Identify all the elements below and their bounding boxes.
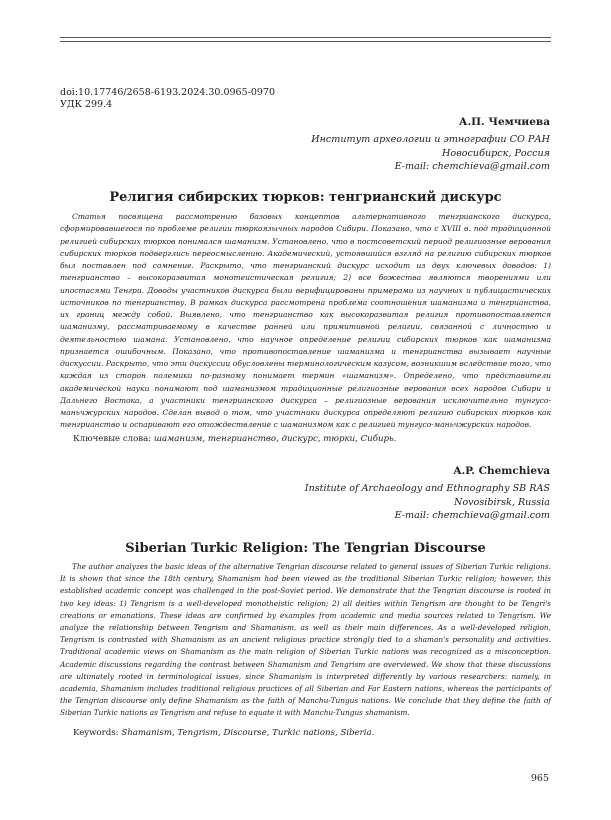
title-en: Siberian Turkic Religion: The Tengrian Discourse bbox=[125, 541, 486, 556]
author-ru: А.П. Чемчиева bbox=[458, 116, 550, 128]
keywords-label-en: Keywords: bbox=[73, 728, 119, 738]
author-en: A.P. Chemchieva bbox=[453, 465, 550, 477]
header-rule-top bbox=[60, 37, 551, 38]
doi-line: doi:10.17746/2658-6193.2024.30.0965-0970 bbox=[60, 87, 276, 98]
email-ru: E-mail: chemchieva@gmail.com bbox=[394, 161, 550, 172]
institute-en: Institute of Archaeology and Ethnography SB RAS bbox=[304, 483, 550, 494]
keywords-text-ru: шаманизм, тенгрианство, дискурс, тюрки, Сибирь. bbox=[153, 434, 397, 444]
page-number: 965 bbox=[530, 773, 549, 784]
keywords-label-ru: Ключевые слова: bbox=[73, 434, 152, 444]
city-en: Novosibirsk, Russia bbox=[453, 496, 550, 508]
city-ru: Новосибирск, Россия bbox=[442, 147, 550, 159]
header-rule-bottom bbox=[60, 41, 551, 42]
keywords-text-en: Shamanism, Tengrism, Discourse, Turkic nations, Siberia. bbox=[121, 728, 375, 738]
title-ru: Религия сибирских тюрков: тенгрианский дискурс bbox=[109, 190, 502, 205]
affiliation-en bbox=[305, 482, 550, 523]
email-en: E-mail: chemchieva@gmail.com bbox=[394, 510, 550, 521]
institute-ru: Институт археологии и этнографии СО РАН bbox=[311, 134, 550, 145]
abstract-ru: Статья посвящена рассмотрению базовых концептов альтернативного тенгрианского дискурса, сформировавшегося по проблеме религии тюркоязычных народов Сибири. Показано, что с XVIII в. под традиционной религией сибирских тюрков понимался шаманизм. Установлено, что в постсоветский период религиозные верования сибирских тюрков подверглись переосмыслению. Академический, устоявшийся взгляд на религию сибирских тюрков был поставлен под сомнение. Раскрыто, что тенгрианский дискурс исходит из двух ключевых доводов: 1) тенгрианство – высокоразвитая монотеистическая религия; 2) все божества являются творениями или ипостасями Тенгри. Доводы участников дискурса были верифицированы примерами из научных и публицистических источников по тенгрианству. В рамках дискурса рассмотрена проблема соотношения шаманизма и тенгрианства, их границ между собой. Выявлено, что тенгрианство как высокоразвитая религия противопоставляется шаманизму, рассматриваемому в качестве ранней или примитивной религии, связанной с личностью и деятельностью шамана. Установлено, что научное определение религии сибирских тюрков как шаманизма признается ошибочным. Показано, что противопоставление шаманизма и тенгрианства вызывает научные дискуссии. Раскрыто, что эти дискуссии обусловлены терминологическим казусом, возникшим вследствие того, что каждая из сторон полемики по-разному понимает термин «шаманизм». Определено, что представители академической науки понимают под шаманизмом традиционные религиозные верования всех народов Сибири и Дальнего Востока, а участники тенгрианского дискурса – религиозные верования исключительно тунгусо-маньчжурских народов. Сделан вывод о том, что участники дискурса определяют религию сибирских тюрков как тенгрианство и оспаривают его отождествление с шаманизмом как с религией тунгусо-маньчжурских народов. bbox=[60, 212, 551, 430]
udc-line: УДК 299.4 bbox=[60, 99, 113, 110]
abstract-en: The author analyzes the basic ideas of the alternative Tengrian discourse related to general issues of Siberian Turkic religions. It is shown that since the 18th century, Shamanism had been viewed as the traditional Siberian Turkic religion; however, this established academic concept was challenged in the post-Soviet period. We demonstrate that the Tengrian discourse is rooted in two key ideas: 1) Tengrism is a well-developed monotheistic religion; 2) all deities within Tengrism are thought to be Tengri's creations or emanations. These ideas are confirmed by examples from academic and media sources related to Tengrism. We analyze the relationship between Tengrism and Shamanism, as well as their main differences. As a well-developed religion, Tengrism is contrasted with Shamanism as an ancient religious practice strongly tied to a shaman's personality and activities. Traditional academic views on Shamanism as the main religion of Siberian Turkic nations was recognized as a misconception. Academic discussions regarding the contrast between Shamanism and Tengrism are overviewed. We show that these discussions are ultimately rooted in terminological issues, since Shamanism is interpreted differently by various researchers: namely, in academia, Shamanism includes traditional religious practices of all Siberian and Far Eastern nations, whereas the participants of the Tengrian discourse only define Shamanism as the faith of Manchu-Tungus nations. We conclude that they define the faith of Siberian Turkic nations as Tengrism and refuse to equate it with Manchu-Tungus shamanism. bbox=[60, 562, 551, 718]
affiliation-ru bbox=[311, 133, 550, 174]
keywords-en bbox=[73, 727, 551, 739]
keywords-ru bbox=[73, 433, 551, 445]
